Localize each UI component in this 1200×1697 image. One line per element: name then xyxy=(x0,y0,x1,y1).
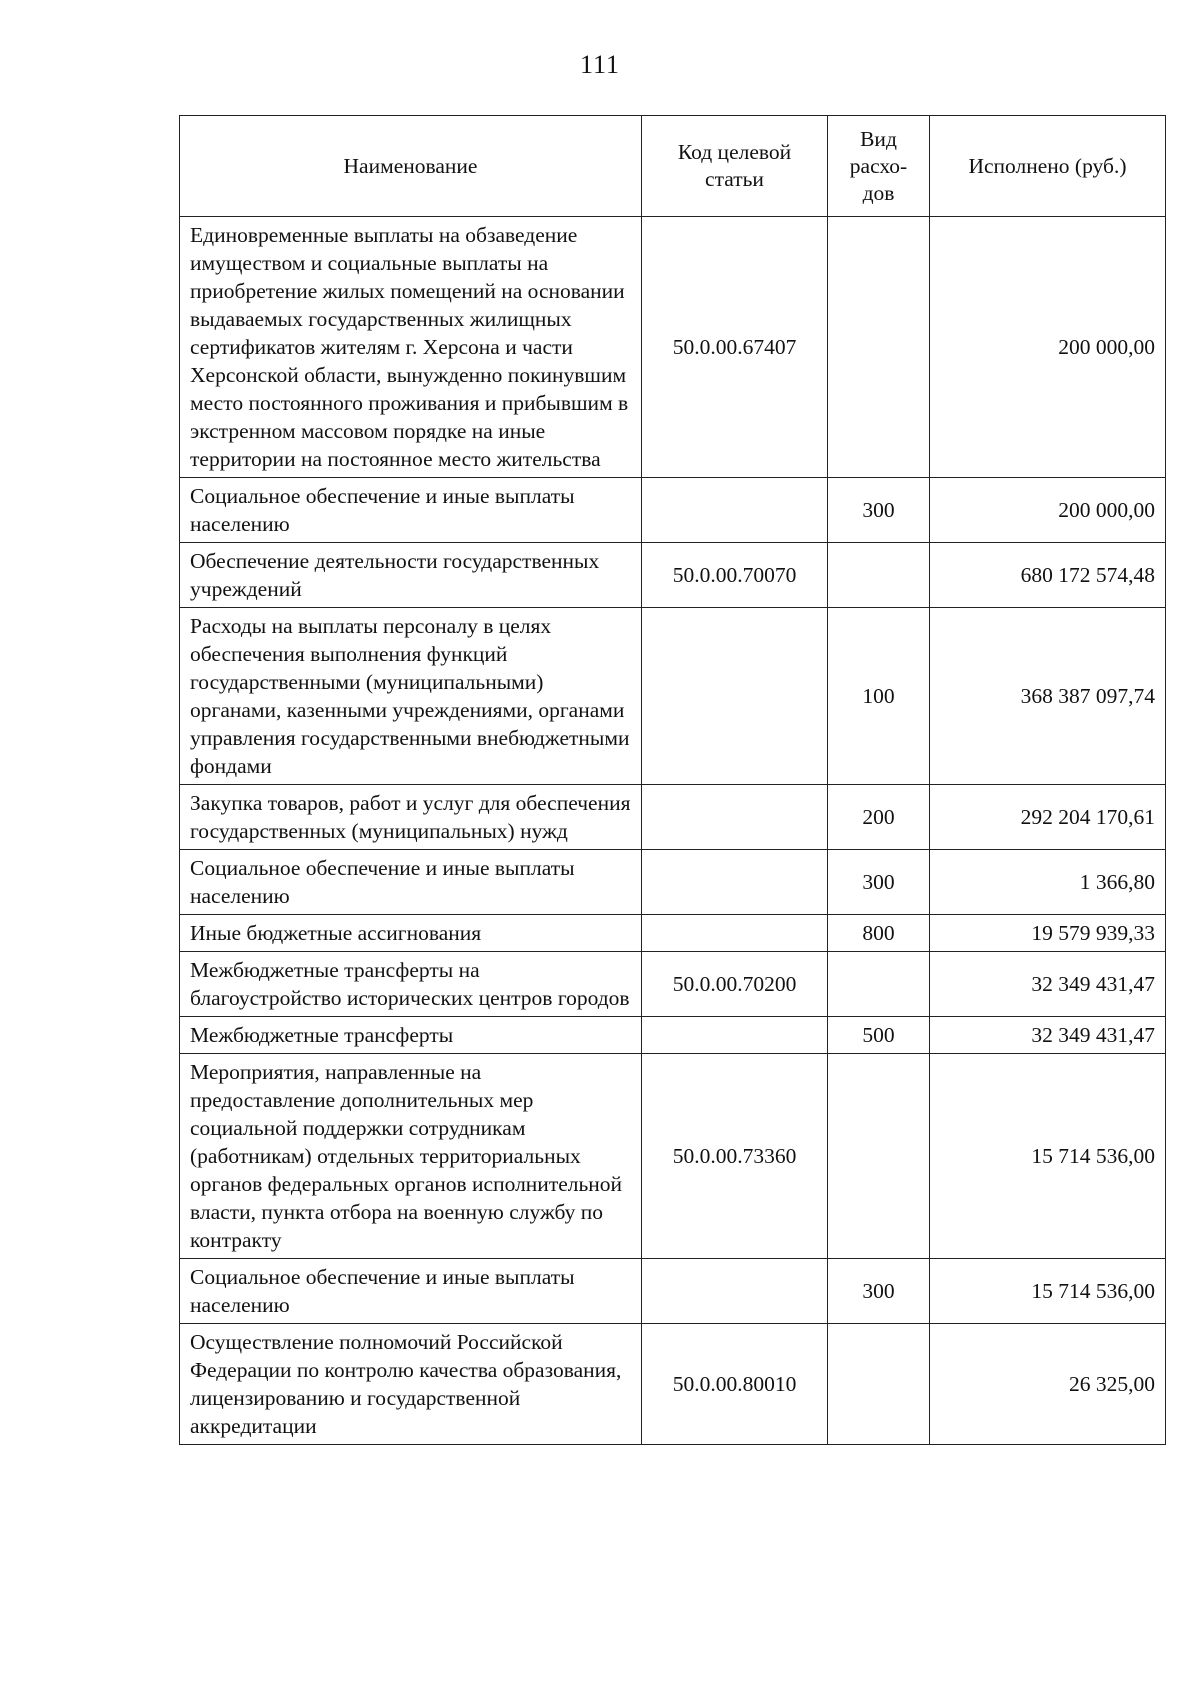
row-code: 50.0.00.73360 xyxy=(642,1054,828,1259)
table-row xyxy=(180,1054,1166,1259)
row-code: 50.0.00.80010 xyxy=(642,1324,828,1445)
table-row xyxy=(180,543,1166,608)
row-type xyxy=(828,543,930,608)
table-row xyxy=(180,850,1166,915)
row-type xyxy=(828,217,930,478)
row-name: Иные бюджетные ассигнования xyxy=(180,915,642,952)
row-name: Закупка товаров, работ и услуг для обеспечения государственных (муниципальных) нужд xyxy=(180,785,642,850)
table-row xyxy=(180,1324,1166,1445)
row-amount: 292 204 170,61 xyxy=(930,785,1166,850)
row-code xyxy=(642,608,828,785)
row-code: 50.0.00.67407 xyxy=(642,217,828,478)
row-code xyxy=(642,850,828,915)
row-name: Осуществление полномочий Российской Федерации по контролю качества образования, лицензированию и государственной аккредитации xyxy=(180,1324,642,1445)
row-amount: 1 366,80 xyxy=(930,850,1166,915)
row-name: Социальное обеспечение и иные выплаты населению xyxy=(180,850,642,915)
row-type: 100 xyxy=(828,608,930,785)
row-name: Расходы на выплаты персоналу в целях обеспечения выполнения функций государственными (муниципальными) органами, казенными учреждениями, органами управления государственными внебюджетными фондами xyxy=(180,608,642,785)
row-type: 200 xyxy=(828,785,930,850)
row-type: 300 xyxy=(828,1259,930,1324)
row-code xyxy=(642,478,828,543)
row-code xyxy=(642,785,828,850)
row-amount: 26 325,00 xyxy=(930,1324,1166,1445)
row-type: 800 xyxy=(828,915,930,952)
row-code: 50.0.00.70070 xyxy=(642,543,828,608)
row-type xyxy=(828,1324,930,1445)
row-name: Мероприятия, направленные на предоставление дополнительных мер социальной поддержки сотрудникам (работникам) отдельных территориальных органов федеральных органов исполнительной власти, пункта отбора на военную службу по контракту xyxy=(180,1054,642,1259)
header-type: Вид расхо-дов xyxy=(828,116,930,217)
header-amount: Исполнено (руб.) xyxy=(930,116,1166,217)
page-number: 111 xyxy=(579,50,621,79)
table-row xyxy=(180,1017,1166,1054)
table-row xyxy=(180,1259,1166,1324)
row-amount: 32 349 431,47 xyxy=(930,1017,1166,1054)
row-amount: 680 172 574,48 xyxy=(930,543,1166,608)
row-amount: 368 387 097,74 xyxy=(930,608,1166,785)
row-amount: 32 349 431,47 xyxy=(930,952,1166,1017)
row-name: Социальное обеспечение и иные выплаты населению xyxy=(180,1259,642,1324)
row-amount: 19 579 939,33 xyxy=(930,915,1166,952)
table-header-row xyxy=(180,116,1166,217)
table-row xyxy=(180,785,1166,850)
table-row xyxy=(180,608,1166,785)
budget-table xyxy=(179,115,1166,1445)
row-code xyxy=(642,1259,828,1324)
row-amount: 200 000,00 xyxy=(930,217,1166,478)
row-type: 500 xyxy=(828,1017,930,1054)
row-name: Социальное обеспечение и иные выплаты населению xyxy=(180,478,642,543)
row-type xyxy=(828,952,930,1017)
row-name: Обеспечение деятельности государственных учреждений xyxy=(180,543,642,608)
row-type: 300 xyxy=(828,478,930,543)
row-name: Единовременные выплаты на обзаведение имуществом и социальные выплаты на приобретение жилых помещений на основании выдаваемых государственных жилищных сертификатов жителям г. Херсона и части Херсонской области, вынужденно покинувшим место постоянного проживания и прибывшим в экстренном массовом порядке на иные территории на постоянное место жительства xyxy=(180,217,642,478)
row-amount: 15 714 536,00 xyxy=(930,1259,1166,1324)
header-name: Наименование xyxy=(180,116,642,217)
row-type xyxy=(828,1054,930,1259)
row-code: 50.0.00.70200 xyxy=(642,952,828,1017)
header-code: Код целевой статьи xyxy=(642,116,828,217)
row-name: Межбюджетные трансферты на благоустройство исторических центров городов xyxy=(180,952,642,1017)
table-row xyxy=(180,478,1166,543)
row-amount: 200 000,00 xyxy=(930,478,1166,543)
row-name: Межбюджетные трансферты xyxy=(180,1017,642,1054)
table-row xyxy=(180,952,1166,1017)
row-amount: 15 714 536,00 xyxy=(930,1054,1166,1259)
table-row xyxy=(180,915,1166,952)
row-type: 300 xyxy=(828,850,930,915)
row-code xyxy=(642,915,828,952)
row-code xyxy=(642,1017,828,1054)
table-row xyxy=(180,217,1166,478)
